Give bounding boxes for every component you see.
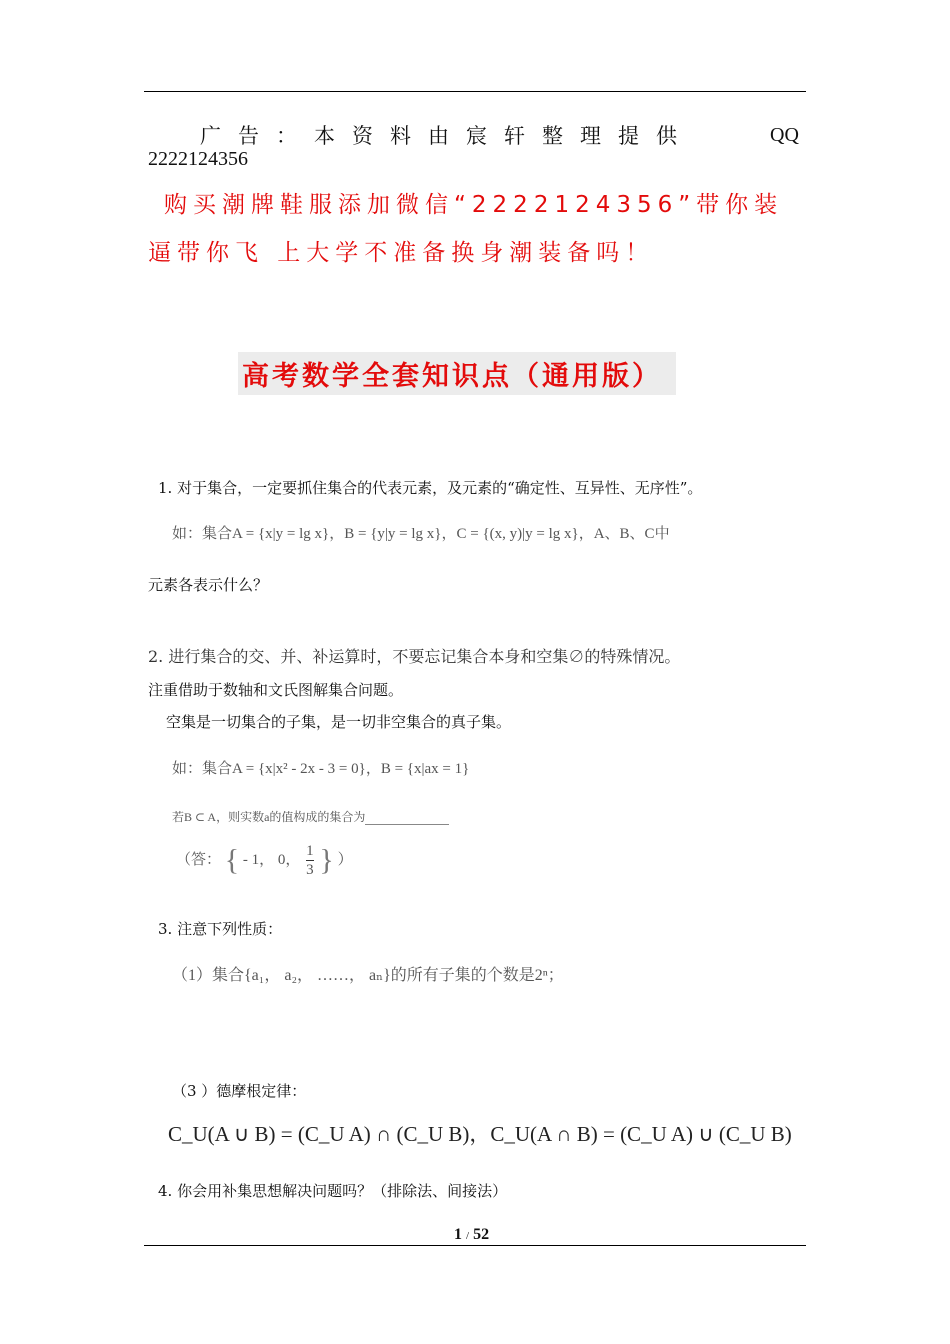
answer-values: - 1， 0， <box>242 851 301 868</box>
red-line1: 购买潮牌鞋服添加微信“2222124356”带你装 <box>164 192 784 218</box>
section2-heading: 2. 进行集合的交、并、补运算时，不要忘记集合本身和空集∅的特殊情况。 <box>148 647 681 666</box>
answer-suffix: ） <box>337 851 353 868</box>
section4-heading: 4. 你会用补集思想解决问题吗？（排除法、间接法） <box>158 1182 508 1200</box>
section1-example: 如：集合A = {x|y = lg x}，B = {y|y = lg x}，C = {(x, y)|y = lg x}，A、B、C中 <box>172 526 670 542</box>
left-brace-icon: { <box>224 843 240 877</box>
condition-text: 若B ⊂ A，则实数a的值构成的集合为 <box>172 810 366 824</box>
page-separator: / <box>466 1230 470 1242</box>
bottom-rule <box>144 1245 806 1246</box>
fraction-denominator: 3 <box>306 862 314 878</box>
red-line2: 逼带你飞 上大学不准备换身潮装备吗！ <box>148 240 655 266</box>
top-rule <box>144 91 806 92</box>
page-current: 1 <box>454 1226 462 1243</box>
page-total: 52 <box>473 1226 490 1243</box>
right-brace-icon: } <box>319 843 334 877</box>
ad-qq: QQ <box>770 124 799 146</box>
page-number <box>454 1226 489 1244</box>
answer-fraction <box>306 842 314 879</box>
fraction-numerator: 1 <box>306 843 314 859</box>
section3-item3: （3 ）德摩根定律： <box>172 1082 307 1100</box>
section1-heading: 1. 对于集合，一定要抓住集合的代表元素，及元素的“确定性、互异性、无序性”。 <box>158 479 703 497</box>
section2-line2: 注重借助于数轴和文氏图解集合问题。 <box>148 681 404 699</box>
section3-item1: （1）集合{a₁， a₂， ……， aₙ}的所有子集的个数是2ⁿ； <box>172 967 564 984</box>
section2-line3: 空集是一切集合的子集，是一切非空集合的真子集。 <box>166 713 512 731</box>
answer-prefix: （答： <box>176 851 222 868</box>
ad-number: 2222124356 <box>148 148 248 170</box>
demorgan-formula: C_U(A ∪ B) = (C_U A) ∩ (C_U B)，C_U(A ∩ B) = (C_U A) ∪ (C_U B) <box>168 1122 792 1146</box>
answer-blank <box>365 812 449 825</box>
section2-condition <box>172 808 449 825</box>
section3-heading: 3. 注意下列性质： <box>158 920 283 938</box>
ad-line1: 广告：本资料由宸轩整理提供 <box>200 124 694 148</box>
section2-answer <box>176 842 353 879</box>
section1-question: 元素各表示什么？ <box>148 576 269 594</box>
page-title: 高考数学全套知识点（通用版） <box>238 352 676 395</box>
section2-example: 如：集合A = {x|x² - 2x - 3 = 0}，B = {x|ax = 1} <box>172 761 470 777</box>
